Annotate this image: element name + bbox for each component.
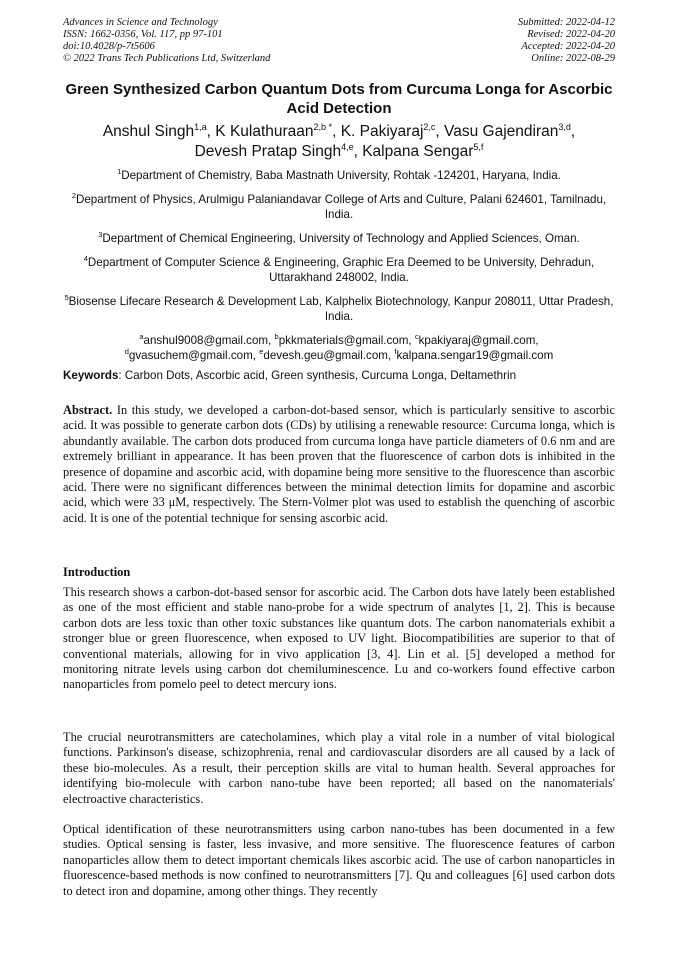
intro-paragraph-2: The crucial neurotransmitters are catecholamines, which play a vital role in a number of vital biological functions. Parkinson's disease, schizophrenia, renal and cardiovascular disorders are all caused by a lack of these bio-molecules. As a result, their perception skills are vital to human health. Several approaches for identifying bio-molecule with carbon nano-tube have been reported; all based on the nanomaterials' electroactive characteristics. (63, 730, 615, 806)
affiliation-3: $^3$Department of Chemical Engineering, University of Technology and Applied Sciences, Oman. (98, 230, 580, 245)
author: Kalpana Sengar$^{5,f}$ (362, 141, 484, 160)
revised-date: Revised: 2022-04-20 (527, 29, 615, 40)
abstract-label: Abstract. (63, 403, 113, 417)
author: K Kulathuraan$^{2,b *}$, (215, 121, 341, 140)
paper-title: Green Synthesized Carbon Quantum Dots from Curcuma Longa for Ascorbic Acid Detection (65, 81, 613, 117)
keywords-text: : Carbon Dots, Ascorbic acid, Green synthesis, Curcuma Longa, Deltamethrin (118, 369, 517, 382)
author: Vasu Gajendiran$^{3,d}$, (444, 121, 576, 140)
email-link[interactable]: gvasuchem@gmail.com (128, 349, 253, 362)
email-link[interactable]: devesh.geu@gmail.com (263, 349, 388, 362)
introduction-heading: Introduction (63, 565, 131, 579)
online-date: Online: 2022-08-29 (531, 53, 615, 64)
abstract-text: In this study, we developed a carbon-dot-based sensor, which is particularly sensitive to ascorbic acid. It was possible to generate carbon dots (CDs) by utilising a renewable resource: Curcuma longa, which is abundantly available. The carbon dots produced from curcuma longa have particle diameters of 0.6 nm and are extremely brilliant in appearance. It has been proven that the fluorescence of carbon dots is inhibited in the presence of dopamine and ascorbic acid, with dopamine being more sensitive to the fluorescence than ascorbic acid. There were no significant differences between the minimal detection limits for dopamine and ascorbic acid, which were 33 μM, respectively. The Stern-Volmer plot was used to establish the quenching of ascorbic acid. It is one of the potential technique for sensing ascorbic acid. (63, 403, 615, 525)
keywords-label: Keywords (63, 369, 119, 382)
affiliation-1: $^1$Department of Chemistry, Baba Mastnath University, Rohtak -124201, Haryana, India. (117, 167, 561, 182)
affiliation-5: $^5$Biosense Lifecare Research & Development Lab, Kalphelix Biotechnology, Kanpur 208011, Uttar Pradesh, India. (64, 293, 614, 323)
author: K. Pakiyaraj$^{2,c}$, (340, 121, 445, 140)
accepted-date: Accepted: 2022-04-20 (521, 41, 615, 52)
journal-name: Advances in Science and Technology (63, 17, 218, 28)
affiliation-4: $^4$Department of Computer Science & Engineering, Graphic Era Deemed to be University, Dehradun, Uttarakhand 248002, India. (83, 254, 595, 284)
email-link[interactable]: kpakiyaraj@gmail.com (418, 334, 536, 347)
author: Anshul Singh$^{1,a}$, (102, 121, 216, 140)
doi-line[interactable]: doi:10.4028/p-7t5606 (63, 41, 155, 52)
email-list: $^a$anshul9008@gmail.com, $^b$pkkmaterials@gmail.com, $^c$kpakiyaraj@gmail.com, $^d$gvasuchem@gmail.com, $^e$devesh.geu@gmail.com, $^f$kalpana.sengar19@gmail.com (124, 332, 554, 362)
submitted-date: Submitted: 2022-04-12 (517, 17, 615, 28)
intro-paragraph-3: Optical identification of these neurotransmitters using carbon nano-tubes has been documented in a few studies. Optical sensing is faster, less invasive, and more sensitive. The fluorescence features of carbon nanoparticles allow them to detect important chemicals likes ascorbic acid. The use of carbon nanoparticles in fluorescence-based methods is now confined to neurotransmitters [7]. Qu and colleagues [6] used carbon dots to detect iron and dopamine, among other things. They recently (63, 822, 615, 898)
keywords (63, 368, 615, 383)
issn-line: ISSN: 1662-0356, Vol. 117, pp 97-101 (63, 29, 223, 40)
affiliation-2: $^2$Department of Physics, Arulmigu Palaniandavar College of Arts and Culture, Palani 624601, Tamilnadu, India. (71, 191, 607, 221)
email-link[interactable]: pkkmaterials@gmail.com (278, 334, 409, 347)
author-list (63, 122, 615, 162)
copyright-line: © 2022 Trans Tech Publications Ltd, Switzerland (63, 53, 271, 64)
author: Devesh Pratap Singh$^{4,e}$, (194, 141, 363, 160)
email-link[interactable]: anshul9008@gmail.com (143, 334, 269, 347)
abstract (63, 403, 615, 526)
intro-paragraph-1: This research shows a carbon-dot-based sensor for ascorbic acid. The Carbon dots have lately been established as one of the most efficient and stable nano-probe for a wide spectrum of analytes [1, 2]. This is because carbon dots are less toxic than other toxic substances like quantum dots. The carbon nanomaterials exhibit a stronger blue or green fluorescence, when exposed to UV light. Biocompatibilities are superior to that of conventional materials, allowing for in vivo application [3, 4]. Lin et al. [5] developed a method for monitoring nitrate levels using carbon dot chemiluminescence. Lu and co-workers found effective carbon nanoparticles from pomelo peel to detect mercury ions. (63, 585, 615, 692)
email-link[interactable]: kalpana.sengar19@gmail.com (396, 349, 554, 362)
publication-dates (518, 17, 615, 65)
affiliations (63, 168, 615, 363)
journal-info (63, 17, 270, 65)
